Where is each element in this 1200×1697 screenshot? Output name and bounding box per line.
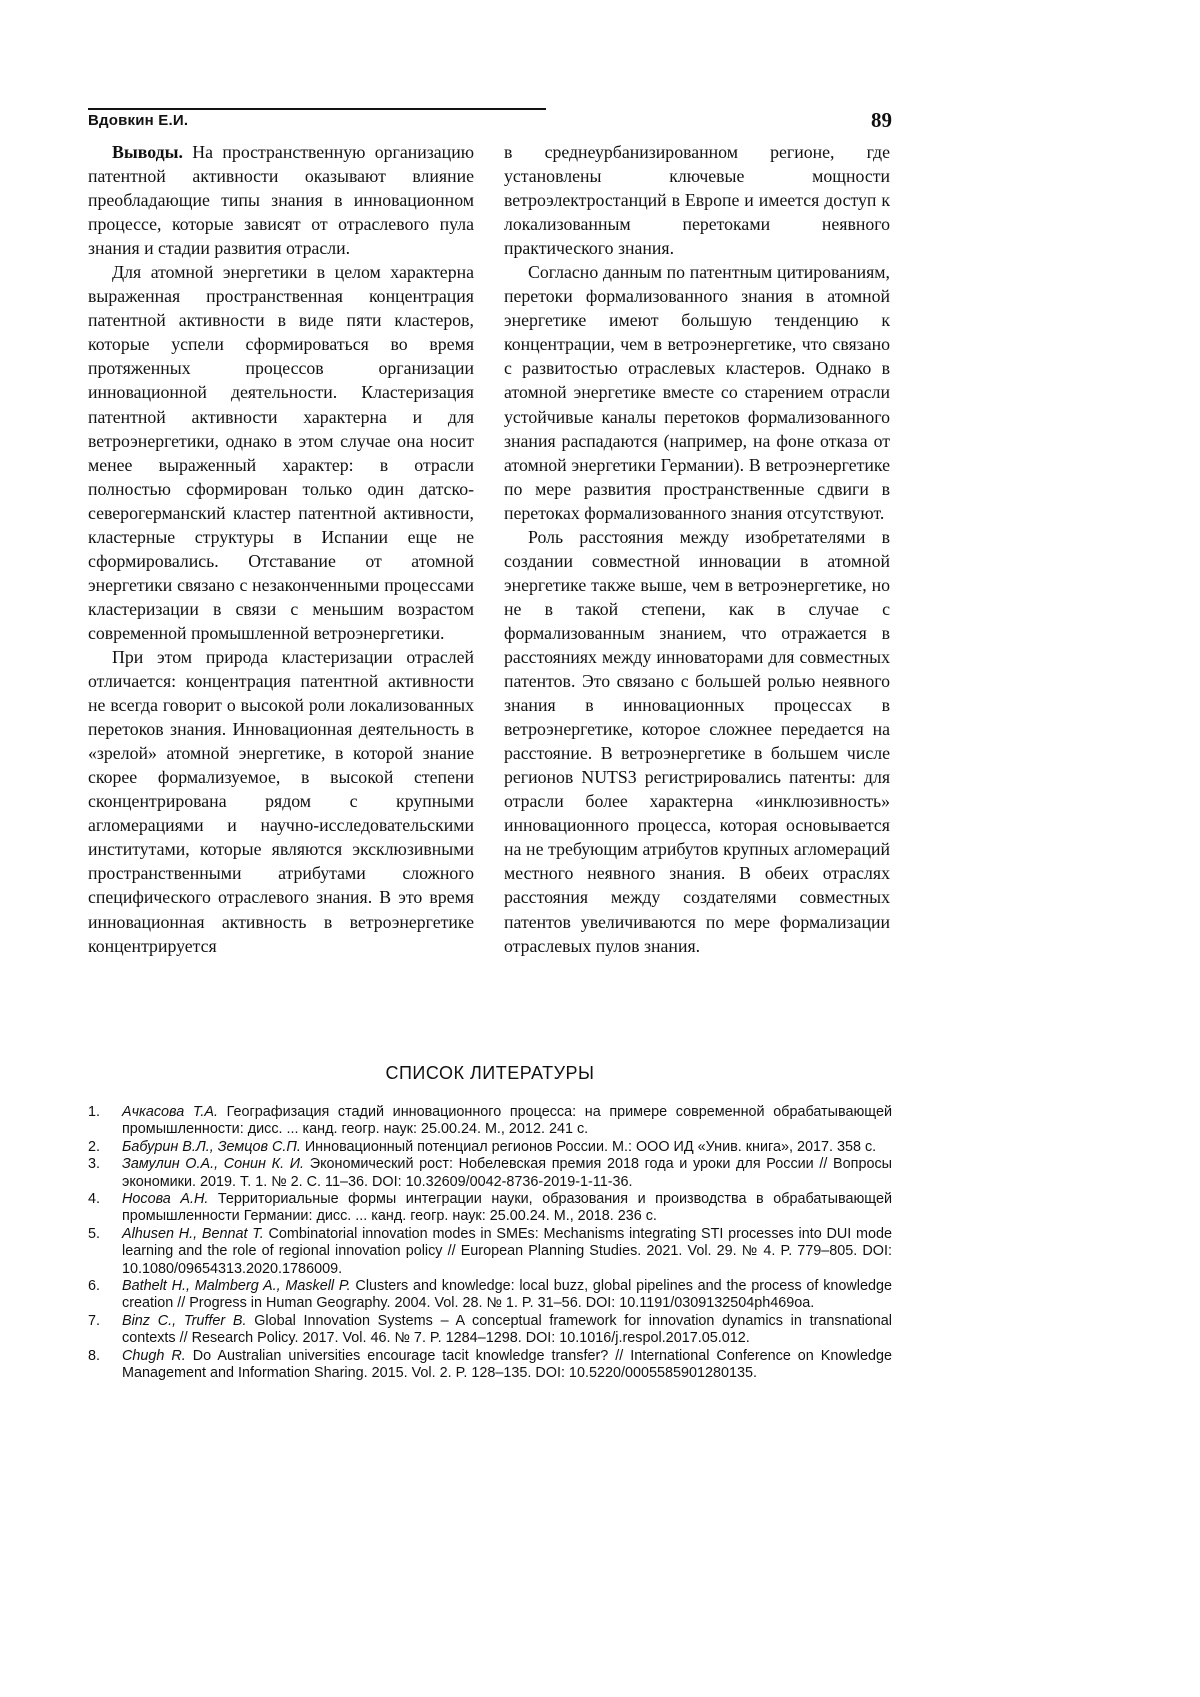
reference-number: 6.: [88, 1278, 101, 1295]
reference-authors: Bathelt H., Malmberg A., Maskell P.: [122, 1278, 351, 1295]
reference-text: Географизация стадий инновационного процесса: на примере современной обрабатывающей промышленности: дисс. ... канд. геогр. наук: 25.00.24. М., 2012. 241 с.: [122, 1104, 892, 1138]
reference-text: Экономический рост: Нобелевская премия 2018 года и уроки для России // Вопросы экономики. 2019. Т. 1. № 2. С. 11–36. DOI: 10.32609/0042-8736-2019-1-11-36.: [122, 1156, 892, 1190]
reference-item: [88, 1226, 892, 1278]
conclusions-heading: Выводы.: [112, 142, 183, 162]
reference-authors: Бабурин В.Л., Земцов С.П.: [122, 1138, 301, 1155]
reference-text: Инновационный потенциал регионов России. М.: ООО ИД «Унив. книга», 2017. 358 с.: [300, 1138, 877, 1155]
reference-authors: Носова А.Н.: [122, 1191, 209, 1208]
body-column-left: [88, 140, 474, 958]
reference-number: 7.: [88, 1312, 101, 1329]
paragraph: Согласно данным по патентным цитированиям, перетоки формализованного знания в атомной энергетике имеют большую тенденцию к концентрации, чем в ветроэнергетике, что связано с развитостью отраслевых кластеров. Однако в атомной энергетике вместе со старением отрасли устойчивые каналы перетоков формализованного знания распадаются (например, на фоне отказа от атомной энергетики Германии). В ветроэнергетике по мере развития пространственные сдвиги в перетоках формализованного знания отсутствуют.: [504, 262, 890, 523]
paragraph-conclusions: [88, 140, 474, 260]
reference-authors: Alhusen H., Bennat T.: [122, 1225, 264, 1242]
reference-number: 3.: [88, 1156, 101, 1173]
reference-number: 5.: [88, 1225, 101, 1242]
reference-item: [88, 1348, 892, 1383]
reference-number: 4.: [88, 1191, 101, 1208]
reference-item: [88, 1191, 892, 1226]
reference-text: Территориальные формы интеграции науки, образования и производства в обрабатывающей промышленности Германии: дисс. ... канд. геогр. наук: 25.00.24. М., 2018. 236 с.: [122, 1191, 892, 1225]
paragraph: Роль расстояния между изобретателями в создании совместной инновации в атомной энергетике также выше, чем в ветроэнергетике, но не в такой степени, как в случае с формализованным знанием, что отражается в расстояниях между инноваторами для совместных патентов. Это связано с большей ролью неявного знания в инновационных процессах в ветроэнергетике, которое сложнее передается на расстояние. В ветроэнергетике в большем числе регионов NUTS3 регистрировались патенты: для отрасли более характерна «инклюзивность» инновационного процесса, которая основывается на не требующим атрибутов крупных агломераций местного неявного знания. В обеих отраслях расстояния между создателями совместных патентов увеличиваются по мере формализации отраслевых пулов знания.: [504, 526, 890, 956]
reference-text: Do Australian universities encourage tacit knowledge transfer? // International Conference on Knowledge Management and Information Sharing. 2015. Vol. 2. P. 128–135. DOI: 10.5220/0005585901280135.: [122, 1347, 893, 1382]
page-header: [88, 98, 892, 130]
reference-number: 8.: [88, 1347, 101, 1364]
page-number: 89: [871, 108, 892, 132]
reference-item: [88, 1139, 892, 1156]
reference-text: Global Innovation Systems – A conceptual framework for innovation dynamics in transnational contexts // Research Policy. 2017. Vol. 46. № 7. P. 1284–1298. DOI: 10.1016/j.respol.2017.05.012.: [122, 1312, 892, 1347]
reference-number: 2.: [88, 1138, 101, 1155]
body-column-right: [504, 140, 890, 958]
reference-authors: Chugh R.: [122, 1347, 186, 1364]
reference-item: [88, 1313, 892, 1348]
paragraph: Для атомной энергетики в целом характерна выраженная пространственная концентрация патентной активности в виде пяти кластеров, которые успели сформироваться во время протяженных процессов организации инновационной деятельности. Кластеризация патентной активности характерна и для ветроэнергетики, однако в этом случае она носит менее выраженный характер: в отрасли полностью сформирован только один датско-северогерманский кластер патентной активности, кластерные структуры в Испании еще не сформировались. Отставание от атомной энергетики связано с незаконченными процессами кластеризации в связи с меньшим возрастом современной промышленной ветроэнергетики.: [88, 262, 474, 643]
reference-item: [88, 1104, 892, 1139]
running-author: Вдовкин Е.И.: [88, 112, 189, 129]
reference-number: 1.: [88, 1104, 101, 1120]
paragraph: в среднеурбанизированном регионе, где установлены ключевые мощности ветроэлектростанций в Европе и имеется доступ к локализованным перетоками неявного практического знания.: [504, 142, 890, 259]
conclusions-text: На пространственную организацию патентной активности оказывают влияние преобладающие типы знания в инновационном процессе, которые зависят от отраслевого пула знания и стадии развития отрасли.: [88, 142, 474, 259]
reference-item: [88, 1278, 892, 1313]
reference-authors: Ачкасова Т.А.: [122, 1104, 218, 1120]
reference-authors: Замулин О.А., Сонин К. И.: [122, 1156, 305, 1173]
references-title: СПИСОК ЛИТЕРАТУРЫ: [385, 1063, 595, 1083]
reference-text: Clusters and knowledge: local buzz, global pipelines and the process of knowledge creation // Progress in Human Geography. 2004. Vol. 28. № 1. P. 31–56. DOI: 10.1191/0309132504ph469oa.: [122, 1278, 893, 1312]
reference-authors: Binz C., Truffer B.: [122, 1312, 247, 1329]
reference-text: Combinatorial innovation modes in SMEs: Mechanisms integrating STI processes into DUI mode learning and the role of regional innovation policy // European Planning Studies. 2021. Vol. 29. № 4. P. 779–805. DOI: 10.1080/09654313.2020.1786009.: [122, 1225, 892, 1277]
header-rule: [88, 108, 546, 110]
reference-list: [88, 1104, 892, 1383]
reference-item: [88, 1156, 892, 1191]
paragraph: При этом природа кластеризации отраслей отличается: концентрация патентной активности не всегда говорит о высокой роли локализованных перетоков знания. Инновационная деятельность в «зрелой» атомной энергетике, в которой знание скорее формализуемое, в высокой степени сконцентрирована рядом с крупными агломерациями и научно-исследовательскими институтами, которые являются эксклюзивными пространственными атрибутами сложного специфического отраслевого знания. В это время инновационная активность в ветроэнергетике концентрируется: [88, 646, 474, 956]
